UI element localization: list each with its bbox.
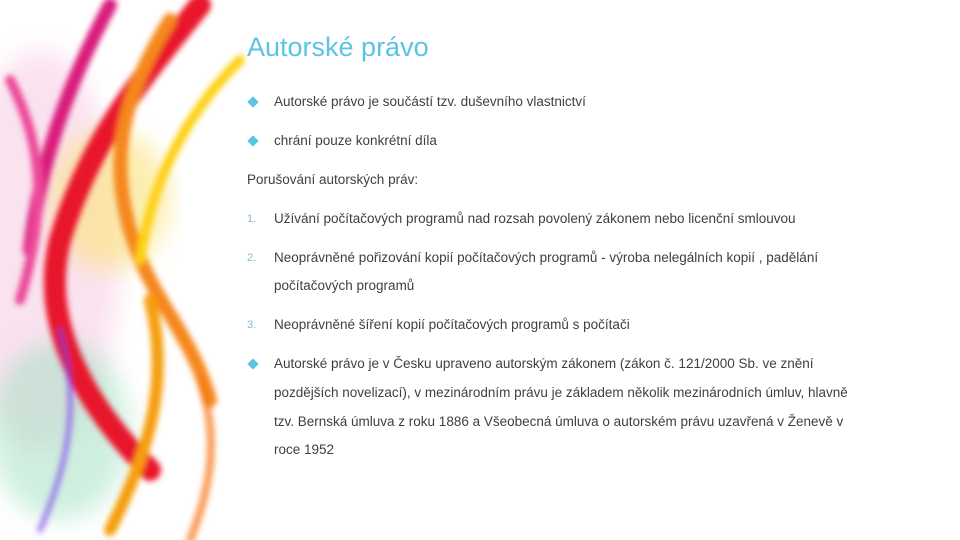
slide-title: Autorské právo xyxy=(247,32,429,62)
bullet-text: Autorské právo je součástí tzv. duševního vlastnictví xyxy=(274,94,586,109)
list-item-text: Neoprávněné šíření kopií počítačových programů s počítači xyxy=(274,317,630,332)
list-item-text: počítačových programů xyxy=(274,278,415,293)
bullet-text: pozdějších novelizací), v mezinárodním právu je základem několik mezinárodních úmluv, hlavně xyxy=(274,385,848,400)
subheading: Porušování autorských práv: xyxy=(247,172,419,187)
decorative-color-swirl xyxy=(0,0,250,540)
bullet-text: Autorské právo je v Česku upraveno autorským zákonem (zákon č. 121/2000 Sb. ve znění xyxy=(274,356,814,371)
list-number: 1. xyxy=(247,213,257,225)
list-number: 3. xyxy=(247,319,257,331)
bullet-text: tzv. Bernská úmluva z roku 1886 a Všeobecná úmluva o autorském právu uzavřená v Ženevě v xyxy=(274,414,844,429)
bullet-text: roce 1952 xyxy=(274,442,335,457)
bullet-text: chrání pouze konkrétní díla xyxy=(274,133,437,148)
list-number: 2. xyxy=(247,252,257,264)
list-item-text: Užívání počítačových programů nad rozsah povolený zákonem nebo licenční smlouvou xyxy=(274,211,796,226)
list-item-text: Neoprávněné pořizování kopií počítačových programů - výroba nelegálních kopií , padělání xyxy=(274,250,819,265)
